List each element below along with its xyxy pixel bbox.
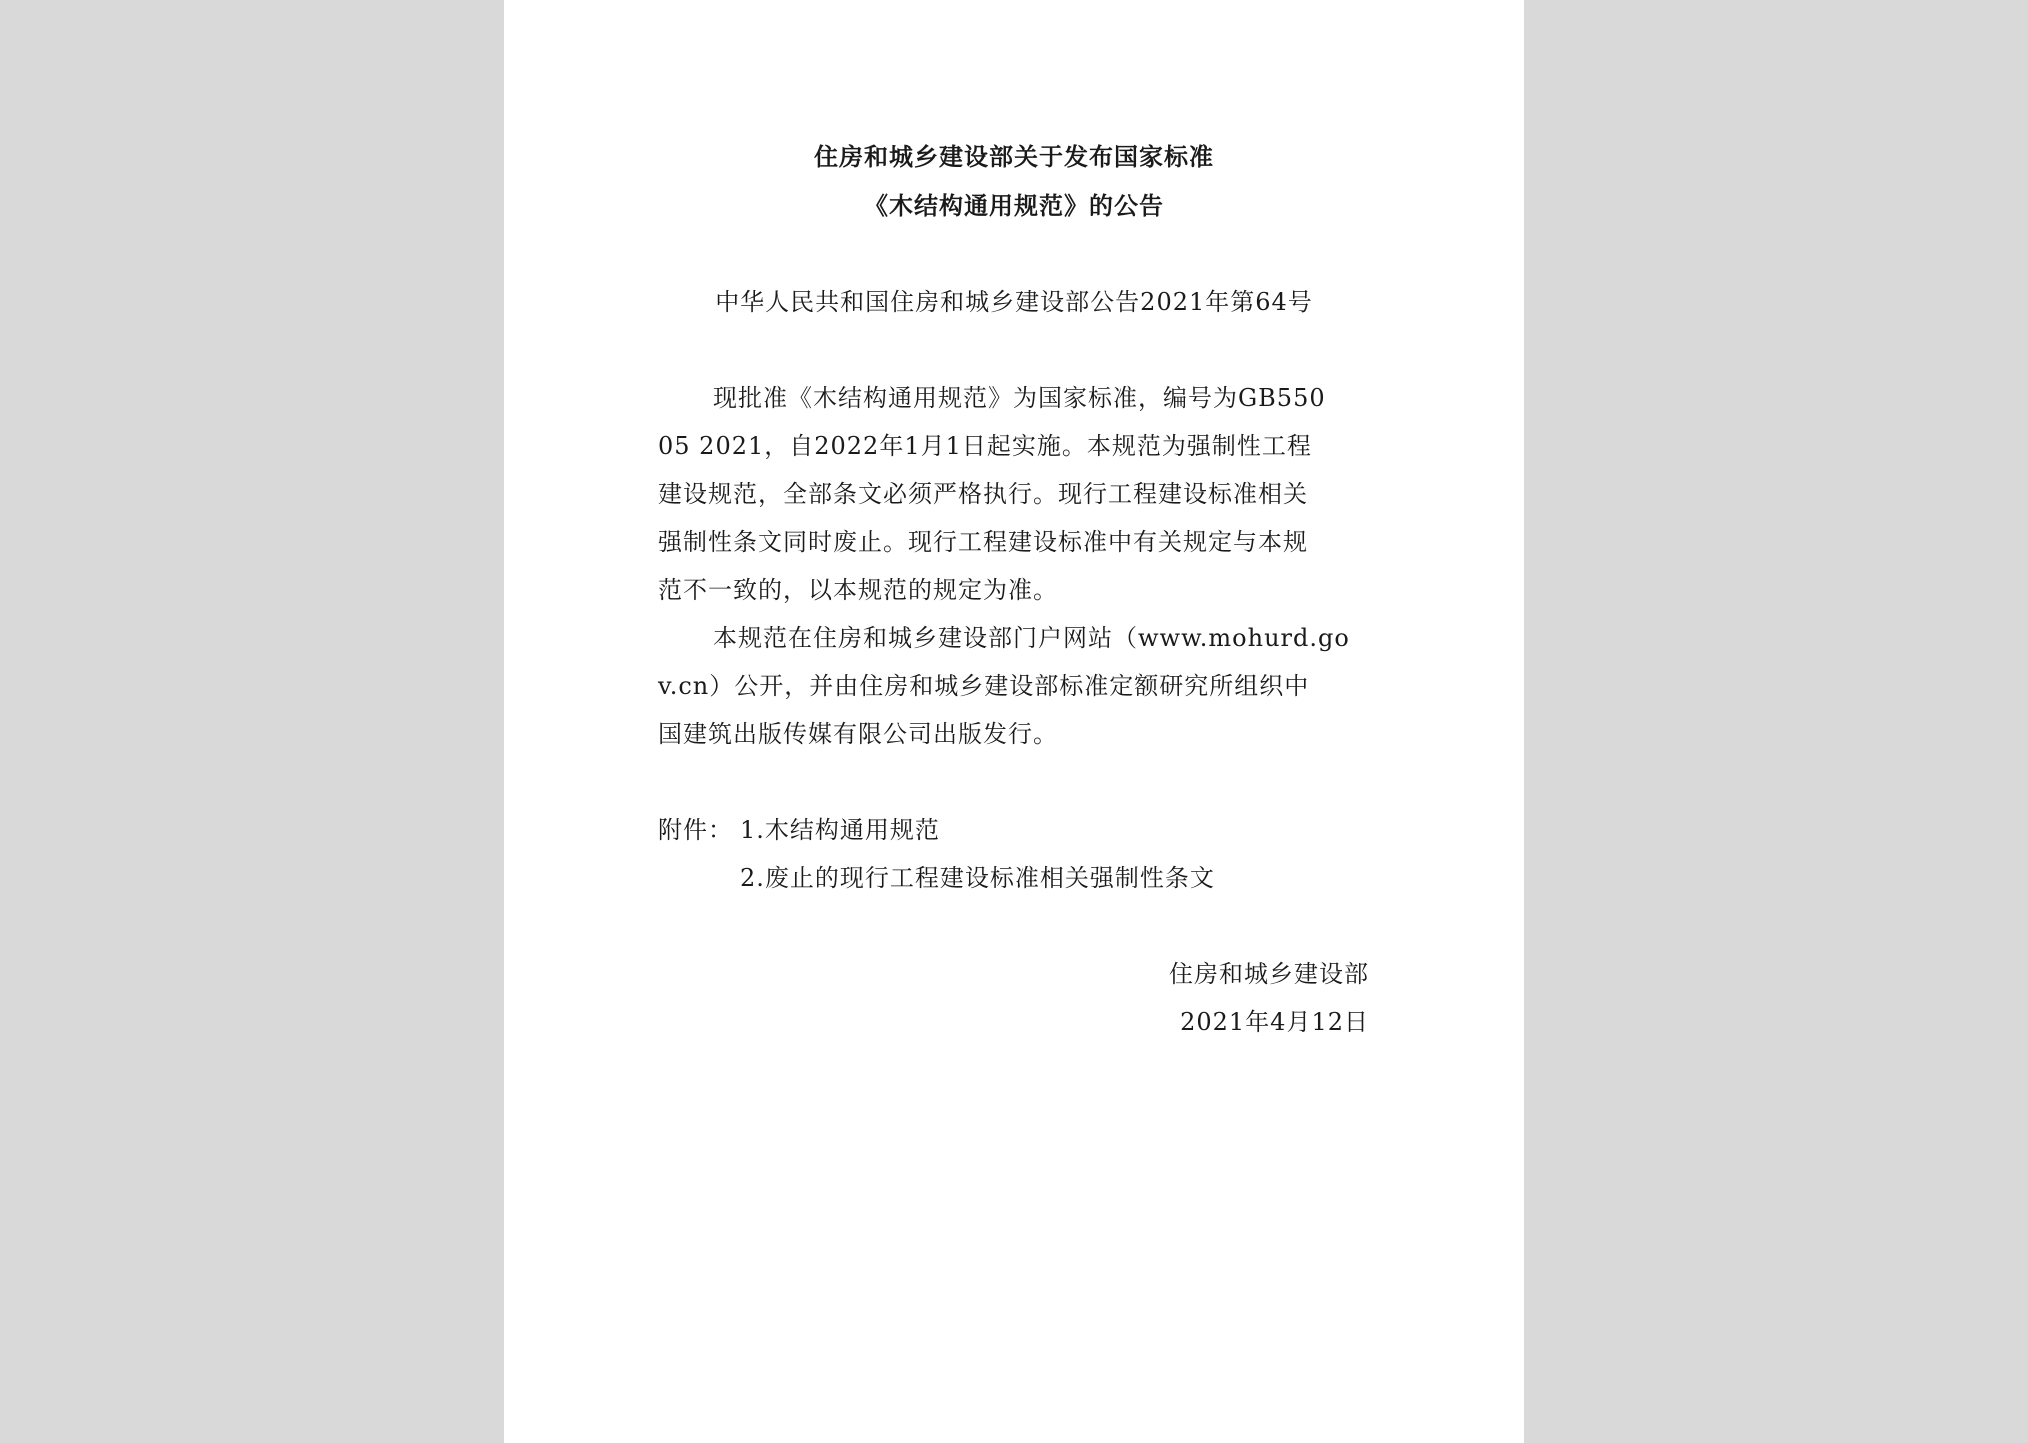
document-page <box>504 0 1524 1443</box>
attachments-label: 附件： <box>658 816 733 844</box>
paragraph-2-line-2: v.cn）公开，并由住房和城乡建设部标准定额研究所组织中 <box>658 672 1310 700</box>
attachment-1: 1.木结构通用规范 <box>740 816 940 844</box>
paragraph-2-line-1: 本规范在住房和城乡建设部门户网站（www.mohurd.go <box>713 624 1350 652</box>
paragraph-1-line-4: 强制性条文同时废止。现行工程建设标准中有关规定与本规 <box>658 528 1308 556</box>
paragraph-1-line-5: 范不一致的，以本规范的规定为准。 <box>658 576 1058 604</box>
announcement-number: 中华人民共和国住房和城乡建设部公告2021年第64号 <box>715 288 1313 316</box>
issuer-signature: 住房和城乡建设部 <box>1169 960 1369 988</box>
title-line-1: 住房和城乡建设部关于发布国家标准 <box>814 142 1214 171</box>
paragraph-1-line-3: 建设规范，全部条文必须严格执行。现行工程建设标准相关 <box>658 480 1308 508</box>
issue-date: 2021年4月12日 <box>1180 1008 1369 1036</box>
paragraph-2-line-3: 国建筑出版传媒有限公司出版发行。 <box>658 720 1058 748</box>
title-line-2: 《木结构通用规范》的公告 <box>864 191 1164 220</box>
attachment-2: 2.废止的现行工程建设标准相关强制性条文 <box>740 864 1215 892</box>
paragraph-1-line-1: 现批准《木结构通用规范》为国家标准，编号为GB550 <box>713 384 1326 412</box>
paragraph-1-line-2: 05 2021，自2022年1月1日起实施。本规范为强制性工程 <box>658 432 1312 460</box>
